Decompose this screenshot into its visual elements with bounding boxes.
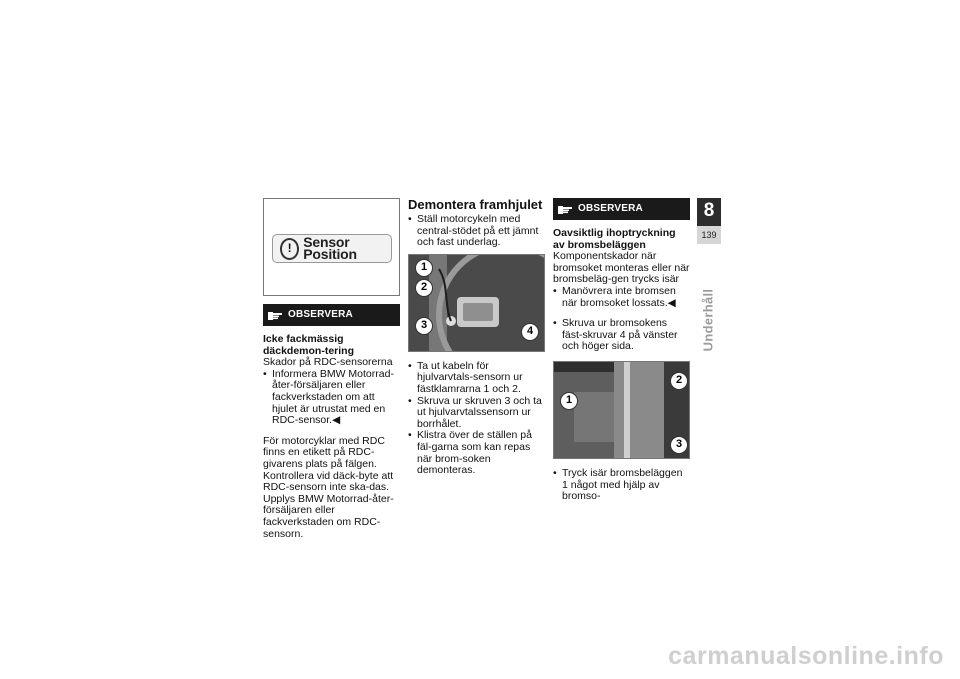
note-label: OBSERVERA [578, 203, 643, 215]
column-3 [553, 198, 690, 503]
sensor-position-image [263, 198, 400, 296]
column-1 [263, 198, 400, 540]
list-item: • Tryck isär bromsbeläggen 1 något med hjälp av bromso- [553, 468, 690, 503]
note-banner [263, 304, 400, 326]
warning-intro: Komponentskador när bromsoket monteras eller när bromsbeläg-gen trycks isär [553, 250, 690, 286]
chapter-number: 8 [703, 200, 715, 221]
warning-intro: Skador på RDC-sensorerna [263, 356, 393, 369]
callout-1: 1 [560, 392, 578, 410]
list-item: • Klistra över de ställen på fäl-garna som kan repas när brom-soken demonteras. [408, 430, 545, 476]
warning-heading: Oavsiktlig ihoptryckning av bromsbeläggen [553, 227, 676, 251]
body-paragraph: För motorcyklar med RDC finns en etikett på RDC-givarens plats på fälgen. Kontrollera vid däck-byte att RDC-sensorn inte ska-das. Upplys BMW Motorrad-åter-försäljaren eller fackverkstaden om RDC-sensorn. [263, 434, 394, 540]
list-item: • Informera BMW Motorrad-åter-försäljaren eller fackverkstaden om att hjulet är utrustat med en RDC-sensor.◀ [263, 369, 400, 427]
sensor-position-sticker [272, 234, 392, 263]
column-2 [408, 198, 545, 477]
hand-pointing-icon [558, 204, 572, 215]
bullet-list [553, 286, 690, 309]
callout-4: 4 [521, 323, 539, 341]
bullet-list [263, 369, 400, 427]
section-heading: Demontera framhjulet [408, 197, 543, 212]
callout-2: 2 [670, 372, 688, 390]
sensor-label-text: Sensor Position [303, 233, 357, 262]
watermark [0, 642, 960, 671]
list-item: • Ställ motorcykeln med central-stödet på ett jämnt och fast underlag. [408, 214, 545, 249]
section-title-vertical [694, 285, 722, 355]
callout-2: 2 [415, 279, 433, 297]
page-number: 139 [697, 226, 721, 244]
watermark-text: carmanualsonline.info [668, 642, 944, 670]
list-item: • Manövrera inte bromsen när bromsoket lossats.◀ [553, 286, 690, 309]
list-item: • Ta ut kabeln för hjulvarvtals-sensorn ur fästklamrarna 1 och 2. [408, 361, 545, 396]
hand-pointing-icon [268, 310, 282, 321]
callout-3: 3 [670, 436, 688, 454]
note-label: OBSERVERA [288, 309, 353, 321]
note-banner [553, 198, 690, 220]
list-item: • Skruva ur bromsokens fäst-skruvar 4 på vänster och höger sida. [553, 318, 690, 353]
bullet-list [553, 468, 690, 503]
front-wheel-photo [408, 254, 545, 352]
callout-1: 1 [415, 259, 433, 277]
section-title: Underhåll [700, 288, 716, 352]
bullet-list [408, 361, 545, 477]
list-item: • Skruva ur skruven 3 och ta ut hjulvarvtalssensorn ur borrhålet. [408, 396, 545, 431]
bullet-list [408, 214, 545, 249]
warning-icon: ! [280, 238, 299, 260]
brake-caliper-photo [553, 361, 690, 459]
warning-heading: Icke fackmässig däckdemon-tering [263, 333, 355, 357]
bullet-list [553, 318, 690, 353]
callout-3: 3 [415, 317, 433, 335]
